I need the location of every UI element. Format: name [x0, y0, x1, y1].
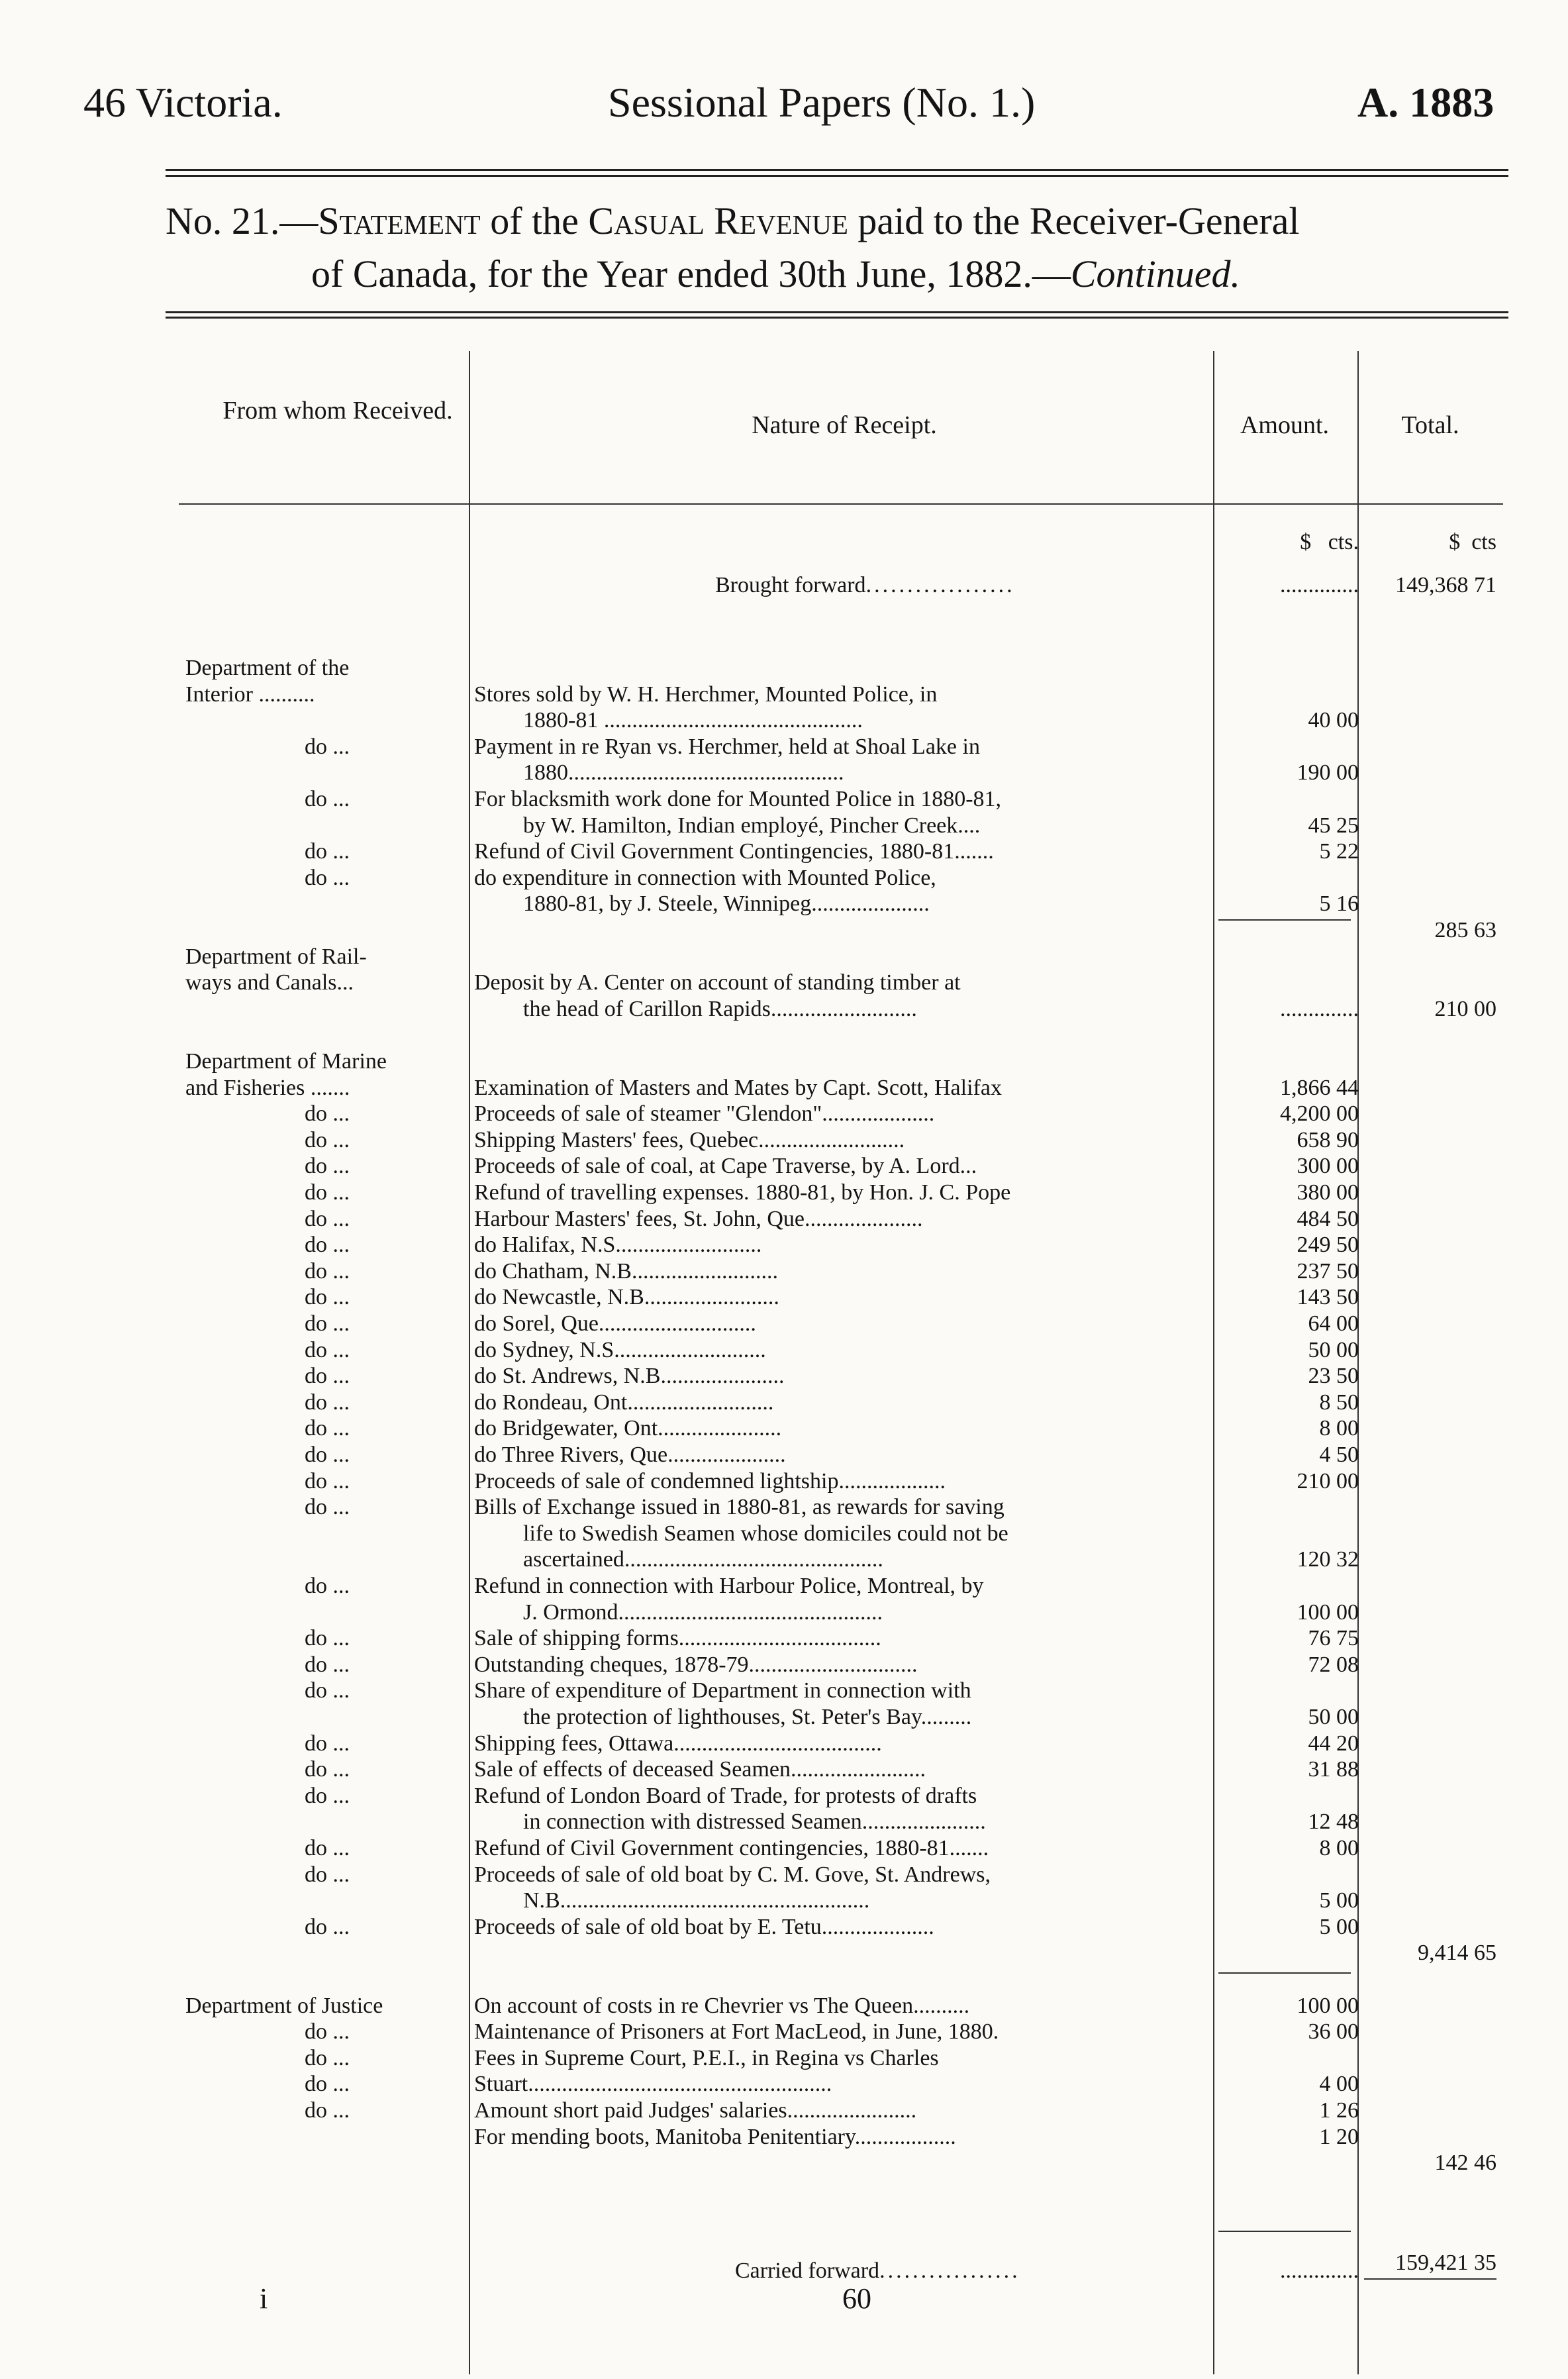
statement-title-line1: No. 21.—Statement of the Casual Revenue paid to the Receiver-General	[166, 199, 1300, 242]
row-from: do ...	[305, 1416, 350, 1441]
row-nature: On account of costs in re Chevrier vs The Queen..........	[474, 1993, 970, 2018]
row-nature: Shipping fees, Ottawa.....................................	[474, 1731, 882, 1756]
row-amount: 5 16	[1319, 891, 1359, 917]
carried-forward-total: 159,421 35	[1395, 2251, 1496, 2275]
row-from: do ...	[305, 1154, 350, 1179]
row-from: do ...	[305, 1206, 350, 1231]
row-from: ways and Canals...	[185, 970, 354, 995]
title-rule	[166, 311, 1508, 313]
row-amount: 8 50	[1319, 1390, 1359, 1415]
row-amount: 484 50	[1297, 1206, 1359, 1231]
row-from: do ...	[305, 1258, 350, 1284]
row-amount: 31 88	[1308, 1757, 1359, 1782]
row-amount: 72 08	[1308, 1652, 1359, 1677]
row-amount: 4 50	[1319, 1443, 1359, 1467]
row-from: do ...	[305, 1495, 350, 1520]
row-nature: 1880.................................................	[523, 760, 844, 785]
row-amount: 249 50	[1297, 1233, 1359, 1258]
row-amount: 5 00	[1319, 1888, 1359, 1913]
row-amount: 143 50	[1297, 1285, 1359, 1310]
row-amount: 100 00	[1297, 1993, 1359, 2018]
row-nature: do Bridgewater, Ont......................	[474, 1416, 782, 1441]
row-from: do ...	[305, 1127, 350, 1152]
row-nature: do Sydney, N.S...........................	[474, 1337, 766, 1362]
row-total: 210 00	[1434, 996, 1496, 1021]
row-amount: 36 00	[1308, 2019, 1359, 2045]
col-total: Total.	[1401, 411, 1459, 439]
row-from: Department of the	[185, 656, 350, 680]
row-from: do ...	[305, 1914, 350, 1939]
header-volume: 46 Victoria.	[83, 79, 283, 126]
row-amount: 8 00	[1319, 1836, 1359, 1860]
row-total: 285 63	[1434, 918, 1496, 942]
row-nature: life to Swedish Seamen whose domiciles could not be	[523, 1521, 1008, 1546]
row-amount: 12 48	[1308, 1809, 1359, 1835]
row-amount: 300 00	[1297, 1154, 1359, 1179]
header-sessional-papers: Sessional Papers (No. 1.)	[608, 79, 1036, 126]
brought-forward-label: Brought forward..................	[715, 573, 1015, 597]
row-amount: 1 26	[1319, 2098, 1359, 2123]
row-nature: Refund in connection with Harbour Police, Montreal, by	[474, 1574, 984, 1598]
row-from: do ...	[305, 1652, 350, 1677]
row-from: do ...	[305, 1443, 350, 1467]
row-from: do ...	[305, 1757, 350, 1782]
row-nature: For blacksmith work done for Mounted Police in 1880-81,	[474, 787, 1002, 811]
row-nature: Sale of effects of deceased Seamen........................	[474, 1757, 926, 1782]
col-from-whom: From whom Received.	[222, 397, 453, 425]
row-amount: 4 00	[1319, 2072, 1359, 2097]
row-nature: 1880-81 ..............................................	[523, 708, 863, 733]
row-nature: Bills of Exchange issued in 1880-81, as rewards for saving	[474, 1495, 1004, 1520]
row-nature: Outstanding cheques, 1878-79..............................	[474, 1652, 918, 1677]
row-nature: For mending boots, Manitoba Penitentiary..................	[474, 2124, 956, 2149]
row-nature: the protection of lighthouses, St. Peter's Bay.........	[523, 1705, 972, 1729]
header-rule	[179, 503, 1503, 505]
row-nature: Proceeds of sale of steamer "Glendon"....................	[474, 1101, 935, 1127]
subtotal-rule-marine	[1218, 1972, 1351, 1974]
row-nature: J. Ormond...............................................	[523, 1599, 883, 1625]
row-nature: Payment in re Ryan vs. Herchmer, held at Shoal Lake in	[474, 734, 980, 759]
footer-mark: i	[260, 2282, 268, 2315]
row-amount: 8 00	[1319, 1416, 1359, 1441]
row-nature: Fees in Supreme Court, P.E.I., in Regina vs Charles	[474, 2045, 939, 2070]
row-from: do ...	[305, 1364, 350, 1389]
top-rule	[166, 169, 1508, 171]
page-number: 60	[842, 2282, 871, 2315]
row-from: do ...	[305, 1468, 350, 1493]
row-nature: Proceeds of sale of coal, at Cape Traverse, by A. Lord...	[474, 1154, 977, 1179]
row-amount: 40 00	[1308, 708, 1359, 733]
row-amount: 5 22	[1319, 839, 1359, 864]
row-nature: do Newcastle, N.B........................	[474, 1285, 779, 1310]
row-nature: Stuart......................................................	[474, 2072, 832, 2097]
row-from: do ...	[305, 1574, 350, 1598]
row-amount: 45 25	[1308, 813, 1359, 838]
title-rule-2	[166, 317, 1508, 319]
row-nature: do Sorel, Que............................	[474, 1311, 756, 1336]
row-from: do ...	[305, 1731, 350, 1756]
row-amount: 658 90	[1297, 1127, 1359, 1152]
row-from: Interior ..........	[185, 682, 315, 707]
subtotal-rule-interior	[1218, 919, 1351, 921]
row-amount: 5 00	[1319, 1914, 1359, 1939]
carried-forward-dots: ..............	[1280, 2258, 1359, 2283]
row-nature: Shipping Masters' fees, Quebec..........................	[474, 1127, 905, 1152]
row-from: do ...	[305, 1783, 350, 1808]
row-amount: 210 00	[1297, 1468, 1359, 1493]
row-amount: 120 32	[1297, 1547, 1359, 1572]
col-nature: Nature of Receipt.	[752, 411, 937, 439]
col-amount: Amount.	[1240, 411, 1330, 439]
row-amount: 1,866 44	[1280, 1075, 1359, 1100]
row-from: do ...	[305, 1233, 350, 1258]
header-year: A. 1883	[1357, 79, 1494, 126]
divider-from	[469, 351, 470, 2374]
row-amount: 23 50	[1308, 1364, 1359, 1389]
row-amount: 237 50	[1297, 1258, 1359, 1284]
row-from: Department of Justice	[185, 1993, 383, 2018]
row-nature: do expenditure in connection with Mounted Police,	[474, 865, 936, 890]
row-nature: Deposit by A. Center on account of standing timber at	[474, 970, 961, 995]
row-from: do ...	[305, 1337, 350, 1362]
row-nature: Refund of Civil Government Contingencies, 1880-81.......	[474, 839, 994, 864]
row-from: do ...	[305, 787, 350, 811]
row-from: do ...	[305, 865, 350, 890]
row-amount: 4,200 00	[1280, 1101, 1359, 1127]
row-nature: do Chatham, N.B..........................	[474, 1258, 778, 1284]
brought-forward-total: 149,368 71	[1395, 573, 1496, 597]
row-from: do ...	[305, 1862, 350, 1887]
row-nature: Amount short paid Judges' salaries.......................	[474, 2098, 917, 2123]
row-from: do ...	[305, 1311, 350, 1336]
row-nature: do Three Rivers, Que.....................	[474, 1443, 786, 1467]
row-from: do ...	[305, 839, 350, 864]
top-rule-2	[166, 175, 1508, 177]
row-from: do ...	[305, 1180, 350, 1205]
row-from: do ...	[305, 1836, 350, 1860]
row-from: do ...	[305, 1285, 350, 1310]
row-amount: 190 00	[1297, 760, 1359, 785]
row-from: Department of Rail-	[185, 944, 367, 969]
statement-title-line2: of Canada, for the Year ended 30th June, 1882.—Continued.	[311, 252, 1241, 295]
carried-forward-label: Carried forward.................	[735, 2258, 1020, 2283]
row-nature: ascertained..............................................	[523, 1547, 883, 1572]
row-from: do ...	[305, 2098, 350, 2123]
row-amount: 50 00	[1308, 1705, 1359, 1729]
row-from: Department of Marine	[185, 1049, 387, 1074]
row-nature: Sale of shipping forms....................................	[474, 1626, 881, 1651]
row-amount: 1 20	[1319, 2124, 1359, 2149]
row-nature: Stores sold by W. H. Herchmer, Mounted Police, in	[474, 682, 938, 707]
row-nature: do Halifax, N.S..........................	[474, 1233, 762, 1258]
brought-forward-dots: ..............	[1280, 573, 1359, 597]
row-nature: N.B.......................................................	[523, 1888, 870, 1913]
row-nature: in connection with distressed Seamen......................	[523, 1809, 986, 1835]
carried-rule	[1364, 2278, 1496, 2280]
row-from: do ...	[305, 1101, 350, 1127]
row-from: do ...	[305, 2019, 350, 2045]
row-from: do ...	[305, 734, 350, 759]
unit-amount: $ cts.	[1300, 530, 1359, 554]
row-from: and Fisheries .......	[185, 1075, 350, 1100]
row-amount: 44 20	[1308, 1731, 1359, 1756]
row-nature: Refund of London Board of Trade, for protests of drafts	[474, 1783, 977, 1808]
row-nature: 1880-81, by J. Steele, Winnipeg.....................	[523, 891, 930, 917]
subtotal-rule-justice	[1218, 2231, 1351, 2232]
row-total: 9,414 65	[1418, 1941, 1496, 1966]
row-total: 142 46	[1434, 2151, 1496, 2176]
row-amount: 64 00	[1308, 1311, 1359, 1336]
row-from: do ...	[305, 1626, 350, 1651]
row-nature: Proceeds of sale of old boat by E. Tetu....................	[474, 1914, 934, 1939]
row-nature: do Rondeau, Ont..........................	[474, 1390, 774, 1415]
row-amount: ..............	[1280, 996, 1359, 1021]
row-nature: Proceeds of sale of condemned lightship...................	[474, 1468, 946, 1493]
row-nature: Share of expenditure of Department in connection with	[474, 1678, 971, 1703]
row-nature: by W. Hamilton, Indian employé, Pincher Creek....	[523, 813, 981, 838]
row-nature: Proceeds of sale of old boat by C. M. Gove, St. Andrews,	[474, 1862, 991, 1887]
unit-total: $ cts	[1449, 530, 1496, 554]
row-amount: 100 00	[1297, 1599, 1359, 1625]
row-nature: Examination of Masters and Mates by Capt. Scott, Halifax	[474, 1075, 1002, 1100]
row-nature: Harbour Masters' fees, St. John, Que.....................	[474, 1206, 923, 1231]
row-from: do ...	[305, 2072, 350, 2097]
row-nature: Refund of Civil Government contingencies, 1880-81.......	[474, 1836, 989, 1860]
row-amount: 380 00	[1297, 1180, 1359, 1205]
row-amount: 50 00	[1308, 1337, 1359, 1362]
row-from: do ...	[305, 1678, 350, 1703]
row-nature: the head of Carillon Rapids..........................	[523, 996, 917, 1021]
row-from: do ...	[305, 2045, 350, 2070]
row-nature: Maintenance of Prisoners at Fort MacLeod, in June, 1880.	[474, 2019, 999, 2045]
row-from: do ...	[305, 1390, 350, 1415]
row-nature: do St. Andrews, N.B......................	[474, 1364, 785, 1389]
row-nature: Refund of travelling expenses. 1880-81, by Hon. J. C. Pope	[474, 1180, 1011, 1205]
row-amount: 76 75	[1308, 1626, 1359, 1651]
